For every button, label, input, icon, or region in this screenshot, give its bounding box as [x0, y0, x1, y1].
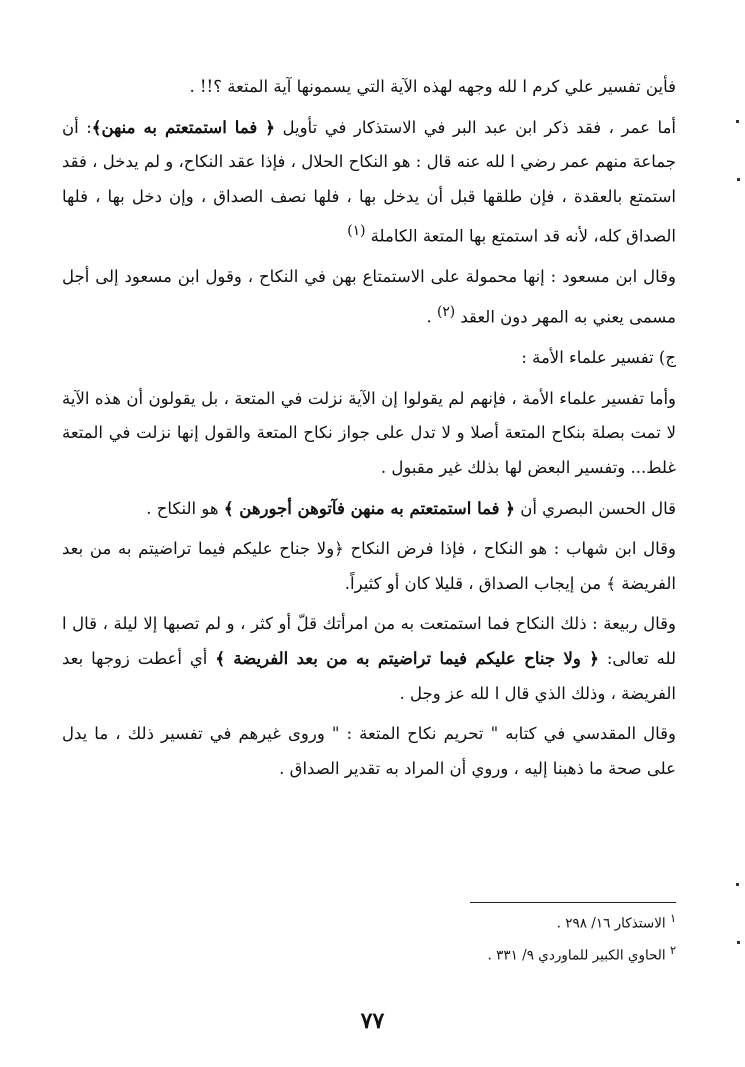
paragraph-p9: [62, 717, 676, 786]
footnote-separator: [470, 902, 676, 903]
paragraph-p2: [62, 111, 676, 255]
margin-mark: [736, 120, 739, 123]
quran-quote: ﴿ فما استمتعتم به منهن﴾: [91, 117, 275, 137]
footnote-2: [300, 942, 676, 965]
paragraph-text: : أن جماعة منهم عمر رضي ا لله عنه قال : هو النكاح الحلال ، فإذا عقد النكاح، و لم يدخل ، فقد استمتع بالعقدة ، فإن طلقها قبل أن يدخل بها ، فلها نصف الصداق ، وإن دخل بها ، فلها الصداق كله، لأنه قد استمتع بها المتعة الكاملة: [62, 117, 676, 246]
paragraph-text: أي أعطت زوجها بعد الفريضة ، وذلك الذي قال ا لله عز وجل .: [62, 648, 676, 703]
footnote-1-number: ١: [669, 912, 676, 925]
margin-mark: [737, 941, 740, 944]
paragraph-text: وقال المقدسي في كتابه " تحريم نكاح المتعة : " وروى غيرهم في تفسير ذلك ، ما يدل على صحة ما ذهبنا إليه ، وروي أن المراد به تقدير الصداق .: [62, 724, 676, 778]
paragraph-text: وقال ابن شهاب : هو النكاح ، فإذا فرض النكاح ﴿ولا جناح عليكم فيما تراضيتم به من بعد الفريضة ﴾ من إيجاب الصداق ، قليلا كان أو كثيراً.: [62, 539, 676, 593]
paragraph-text: هو النكاح .: [146, 498, 224, 518]
paragraph-text: وقال ربيعة : ذلك النكاح فما استمتعت به من امرأتك قلّ أو كثر ، و لم تصبها إلا ليلة ، قال ا لله تعالى:: [62, 614, 677, 668]
page-number: ٧٧: [360, 1008, 385, 1034]
paragraph-p3: [62, 260, 676, 335]
paragraph-p6: [62, 492, 676, 527]
paragraph-text: قال الحسن البصري أن: [514, 498, 676, 518]
paragraph-p7: [62, 532, 676, 601]
paragraph-p1: [62, 70, 676, 105]
paragraph-text: ج) تفسير علماء الأمة :: [521, 348, 676, 368]
paragraph-text: فأين تفسير علي كرم ا لله وجهه لهذه الآية التي يسمونها آية المتعة ؟!! .: [189, 77, 676, 96]
footnote-ref: (١): [347, 223, 366, 240]
footnote-ref: (٢): [436, 304, 456, 321]
footnote-1: [300, 910, 676, 933]
paragraph-p4: [62, 341, 676, 376]
quran-quote: ﴿ ولا جناح عليكم فيما تراضيتم به من بعد الفريضة ﴾: [215, 648, 599, 668]
paragraph-p5: [62, 382, 676, 486]
quran-quote: ﴿ فما استمتعتم به منهن فآتوهن أجورهن ﴾: [223, 498, 515, 518]
paragraph-text: وقال ابن مسعود : إنها محمولة على الاستمتاع بهن في النكاح ، وقول ابن مسعود إلى أجل مسمى يعني به المهر دون العقد: [62, 267, 676, 327]
footnote-1-text: الاستذكار ١٦/ ٢٩٨ .: [556, 915, 670, 932]
paragraph-p8: [62, 607, 676, 711]
footnote-2-text: الحاوي الكبير للماوردي ٩/ ٣٣١ .: [487, 947, 670, 964]
margin-mark: [737, 178, 740, 181]
margin-mark: [736, 883, 739, 886]
paragraph-text: أما عمر ، فقد ذكر ابن عبد البر في الاستذكار في تأويل: [274, 117, 676, 137]
paragraph-text: .: [426, 307, 437, 327]
body-text: [62, 70, 676, 786]
footnote-2-number: ٢: [669, 944, 676, 957]
paragraph-text: وأما تفسير علماء الأمة ، فإنهم لم يقولوا إن الآية نزلت في المتعة ، بل يقولون أن هذه الآية لا تمت بصلة بنكاح المتعة أصلا و لا تدل على جواز نكاح المتعة والقول إنها نزلت في المتعة غلط... وتفسير البعض لها بذلك غير مقبول .: [62, 388, 676, 477]
